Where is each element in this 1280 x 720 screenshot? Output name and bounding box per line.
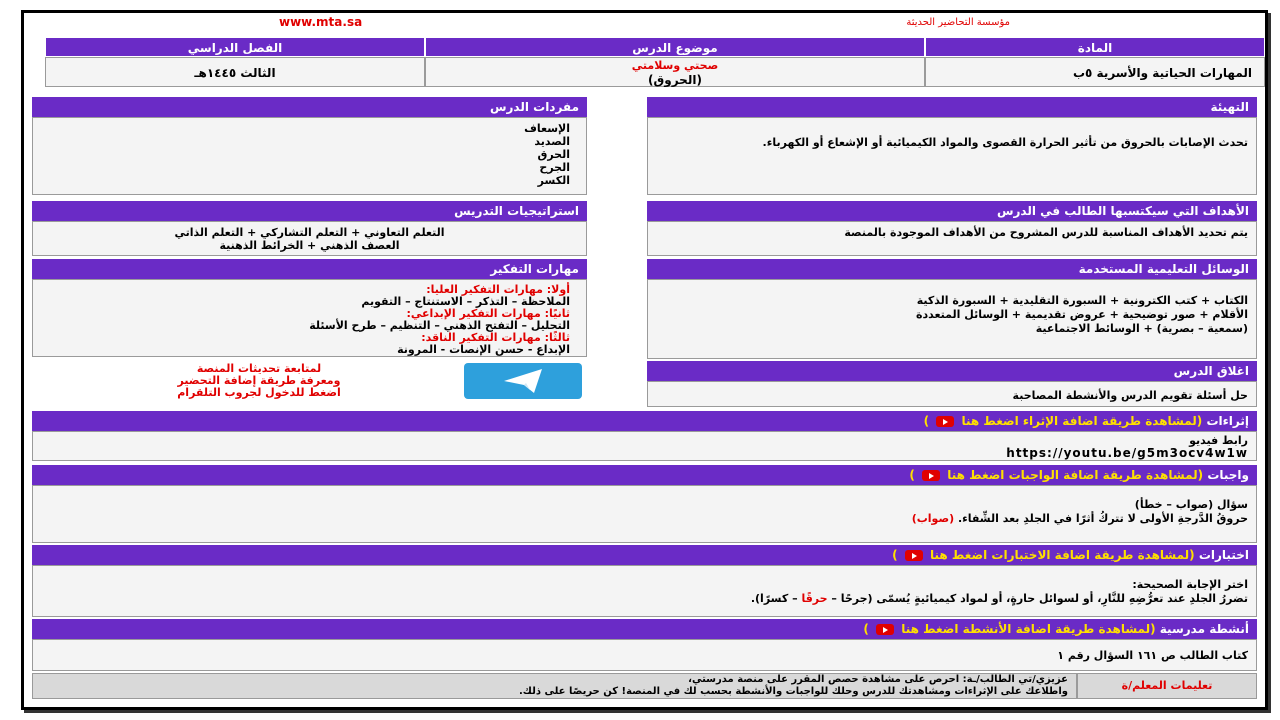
strategies-line-1: التعلم التعاوني + التعلم التشاركي + التعلم الذاتي bbox=[174, 226, 445, 239]
tests-note[interactable]: (لمشاهدة طريقة اضافة الاختبارات اضغط هنا ) bbox=[892, 548, 1195, 562]
activities-title: أنشطة مدرسية bbox=[1159, 622, 1249, 636]
activities-header bbox=[32, 619, 1257, 639]
tests-correct: حرقًا bbox=[801, 592, 828, 605]
homework-title: واجبات bbox=[1207, 468, 1249, 482]
teacher-label: تعليمات المعلم/ة bbox=[1077, 673, 1257, 699]
homework-q-type: سؤال (صواب – خطأ) bbox=[1134, 498, 1248, 511]
vocab-list bbox=[32, 117, 587, 195]
telegram-promo[interactable] bbox=[134, 363, 384, 399]
thinking-l3: الإبداع - حسن الإنصات - المرونة bbox=[397, 343, 570, 356]
youtube-icon[interactable] bbox=[936, 416, 954, 427]
warmup-title: التهيئة bbox=[647, 97, 1257, 117]
homework-q: حروقُ الدَّرجةِ الأولى لا تتركُ أثرًا في الجلدِ بعد الشِّفاء. (صواب) bbox=[911, 512, 1248, 525]
thinking-h1: أولا: مهارات التفكير العليا: bbox=[426, 283, 570, 296]
closing-text: حل أسئلة تقويم الدرس والأنشطة المصاحبة bbox=[647, 381, 1257, 407]
promo-line-1: لمتابعة تحديثات المنصة bbox=[196, 362, 322, 375]
activities-note[interactable]: (لمشاهدة طريقة اضافة الأنشطة اضغط هنا ) bbox=[863, 622, 1156, 636]
thinking-title: مهارات التفكير bbox=[32, 259, 587, 279]
tests-header bbox=[32, 545, 1257, 565]
strategies-line-2: العصف الذهني + الخرائط الذهنية bbox=[219, 239, 400, 252]
vocab-item: الصديد bbox=[534, 135, 570, 148]
topic-main: صحتي وسلامتي bbox=[631, 59, 719, 72]
tests-prompt: اختر الإجابة الصحيحة: bbox=[1132, 578, 1248, 591]
subject-value: المهارات الحياتية والأسرية ٥ب bbox=[925, 57, 1265, 87]
homework-answer: (صواب) bbox=[911, 512, 955, 525]
closing-title: اغلاق الدرس bbox=[647, 361, 1257, 381]
media-line-3: (سمعية – بصرية) + الوسائط الاجتماعية bbox=[1035, 322, 1248, 335]
media-line-1: الكتاب + كتب الكترونية + السبورة التقليدية + السبورة الذكية bbox=[916, 294, 1248, 307]
site-url[interactable]: www.mta.sa bbox=[279, 15, 363, 29]
promo-line-2: ومعرفة طريقة إضافة التحضير bbox=[177, 374, 341, 387]
enrich-link[interactable]: https://youtu.be/g5m3ocv4w1w bbox=[1006, 446, 1248, 460]
teacher-line-1: عزيزي/تي الطالب/ـة: احرص على مشاهدة حصص المقرر على منصة مدرستي، bbox=[688, 674, 1068, 685]
vocab-title: مفردات الدرس bbox=[32, 97, 587, 117]
goals-title: الأهداف التي سيكتسبها الطالب في الدرس bbox=[647, 201, 1257, 221]
vocab-item: الكسر bbox=[537, 174, 570, 187]
subject-label: المادة bbox=[925, 37, 1265, 57]
enrich-body bbox=[32, 431, 1257, 461]
topic-value bbox=[425, 57, 925, 87]
thinking-l2: التحليل – التفتح الذهني – التنظيم – طرح الأسئلة bbox=[309, 319, 570, 332]
term-label: الفصل الدراسي bbox=[45, 37, 425, 57]
strategies-title: استراتيجيات التدريس bbox=[32, 201, 587, 221]
vocab-item: الإسعاف bbox=[524, 122, 570, 135]
youtube-icon[interactable] bbox=[876, 624, 894, 635]
enrich-label: رابط فيديو bbox=[1189, 434, 1248, 447]
thinking-h3: ثالثًا: مهارات التفكير الناقد: bbox=[421, 331, 570, 344]
youtube-icon[interactable] bbox=[922, 470, 940, 481]
org-name: مؤسسة التحاضير الحديثة bbox=[906, 17, 1010, 28]
tests-body bbox=[32, 565, 1257, 617]
enrich-header bbox=[32, 411, 1257, 431]
teacher-line-2: واطلاعك على الإثراءات ومشاهدتك للدرس وحلك للواجبات والأنشطة بحسب لك في المنصة! كن حريصًا على ذلك. bbox=[518, 686, 1068, 697]
warmup-text: تحدث الإصابات بالحروق من تأثير الحرارة القصوى والمواد الكيميائية أو الإشعاع أو الكهرباء. bbox=[647, 117, 1257, 195]
thinking-h2: ثانيًا: مهارات التفكير الإبداعي: bbox=[406, 307, 570, 320]
strategies-body bbox=[32, 221, 587, 256]
goals-text: يتم تحديد الأهداف المناسبة للدرس المشروح من الأهداف الموجودة بالمنصة bbox=[647, 221, 1257, 256]
thinking-l1: الملاحظة – التذكر – الاستنتاج – التقويم bbox=[361, 295, 570, 308]
homework-note[interactable]: (لمشاهدة طريقة اضافة الواجبات اضغط هنا ) bbox=[909, 468, 1204, 482]
media-line-2: الأقلام + صور توضيحية + عروض تقديمية + الوسائل المتعددة bbox=[915, 308, 1248, 321]
media-title: الوسائل التعليمية المستخدمة bbox=[647, 259, 1257, 279]
tests-title: اختبارات bbox=[1198, 548, 1249, 562]
teacher-text bbox=[32, 673, 1077, 699]
homework-body bbox=[32, 485, 1257, 543]
vocab-item: الحرق bbox=[537, 148, 570, 161]
youtube-icon[interactable] bbox=[905, 550, 923, 561]
lesson-plan-page bbox=[21, 10, 1268, 710]
topic-sub: (الحروق) bbox=[648, 73, 702, 87]
promo-line-3: اضغط للدخول لجروب التلقرام bbox=[177, 386, 341, 399]
homework-header bbox=[32, 465, 1257, 485]
enrich-note[interactable]: (لمشاهدة طريقة اضافة الإثراء اضغط هنا ) bbox=[923, 414, 1203, 428]
media-body bbox=[647, 279, 1257, 359]
term-value: الثالث ١٤٤٥هـ bbox=[45, 57, 425, 87]
telegram-icon[interactable] bbox=[464, 363, 582, 399]
thinking-body bbox=[32, 279, 587, 357]
vocab-item: الجرح bbox=[539, 161, 570, 174]
topic-label: موضوع الدرس bbox=[425, 37, 925, 57]
enrich-title: إثراءات bbox=[1206, 414, 1249, 428]
tests-q: تضررُ الجلدِ عند تعرُّضِهِ للنَّارِ، أو لسوائل حارةٍ، أو لمواد كيميائيةٍ يُسمّى (جرحًا – حرقًا – كسرًا). bbox=[750, 592, 1248, 605]
activities-text: كتاب الطالب ص ١٦١ السؤال رقم ١ bbox=[32, 639, 1257, 671]
